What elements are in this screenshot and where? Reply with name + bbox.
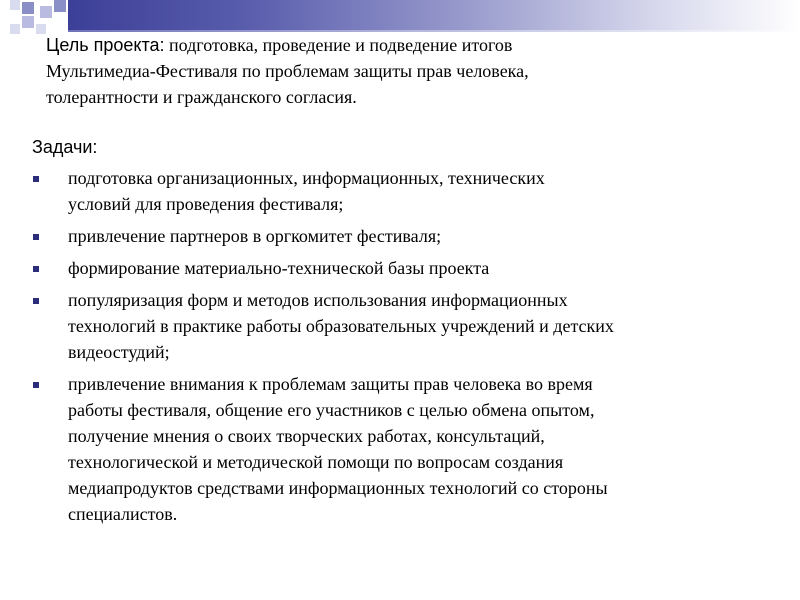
task-item — [32, 371, 772, 527]
task-line: специалистов. — [68, 504, 178, 524]
decor-square — [22, 16, 34, 28]
goal-label: Цель проекта: — [46, 35, 165, 55]
goal-line: подготовка, проведение и подведение итогов — [169, 35, 513, 55]
task-line: формирование материально-технической базы проекта — [68, 258, 490, 278]
task-line: популяризация форм и методов использования информационных — [68, 290, 568, 310]
task-item — [32, 287, 772, 365]
task-line: работы фестиваля, общение его участников с целью обмена опытом, — [68, 400, 595, 420]
decor-square — [36, 24, 46, 34]
bullet-square-icon — [33, 382, 39, 388]
decor-square — [10, 24, 20, 34]
task-line: технологической и методической помощи по вопросам создания — [68, 452, 564, 472]
task-line: условий для проведения фестиваля; — [68, 194, 344, 214]
tasks-heading: Задачи: — [32, 137, 98, 157]
decor-square — [54, 0, 66, 12]
task-item — [32, 223, 772, 249]
bullet-square-icon — [33, 176, 39, 182]
bullet-square-icon — [33, 298, 39, 304]
task-line: технологий в практике работы образовательных учреждений и детских — [68, 316, 614, 336]
task-line: получение мнения о своих творческих работах, консультаций, — [68, 426, 545, 446]
task-line: привлечение партнеров в оргкомитет фестиваля; — [68, 226, 442, 246]
decor-square — [10, 0, 20, 10]
task-item — [32, 165, 772, 217]
header-band — [0, 0, 800, 36]
decor-square — [40, 6, 52, 18]
task-line: видеостудий; — [68, 342, 170, 362]
bullet-square-icon — [33, 234, 39, 240]
task-line: подготовка организационных, информационных, технических — [68, 168, 545, 188]
bullet-square-icon — [33, 266, 39, 272]
goal-line: толерантности и гражданского согласия. — [46, 87, 357, 107]
project-goal — [46, 32, 766, 110]
header-gradient-bar — [68, 0, 800, 30]
task-list — [32, 165, 772, 533]
task-item — [32, 255, 772, 281]
decor-square — [22, 2, 34, 14]
task-line: привлечение внимания к проблемам защиты прав человека во время — [68, 374, 593, 394]
task-line: медиапродуктов средствами информационных технологий со стороны — [68, 478, 608, 498]
goal-line: Мультимедиа-Фестиваля по проблемам защиты прав человека, — [46, 61, 529, 81]
